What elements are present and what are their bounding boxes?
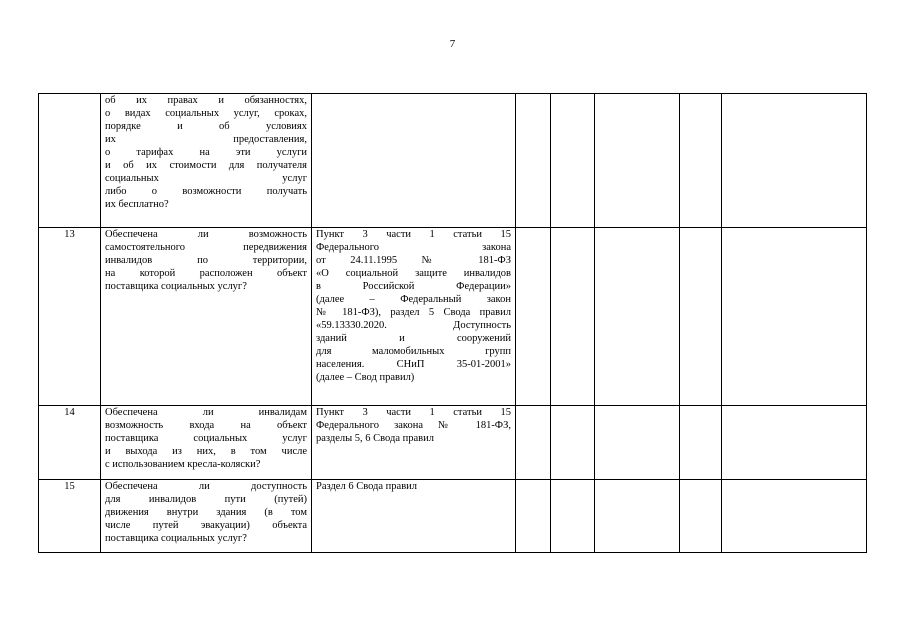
checklist-table: [38, 93, 867, 553]
question-line: либо о возможности получать: [105, 186, 307, 197]
empty-cell: [680, 94, 722, 228]
question-line: социальных услуг: [105, 173, 307, 184]
question-cell: [101, 480, 312, 553]
question-line: числе путей эвакуации) объекта: [105, 520, 307, 531]
reference-line: (далее – Свод правил): [316, 372, 415, 383]
empty-cell: [722, 406, 867, 480]
legal-reference-cell: [312, 480, 516, 553]
empty-cell: [722, 228, 867, 406]
reference-line: от 24.11.1995 № 181-ФЗ: [316, 255, 511, 266]
legal-reference-cell: [312, 94, 516, 228]
table-row: [39, 94, 867, 228]
reference-line: Федерального закона: [316, 242, 511, 253]
reference-line: зданий и сооружений: [316, 333, 511, 344]
empty-cell: [595, 406, 680, 480]
empty-cell: [595, 480, 680, 553]
question-line: об их правах и обязанностях,: [105, 95, 307, 106]
reference-line: Пункт 3 части 1 статьи 15: [316, 407, 511, 418]
row-number-cell: 15: [39, 480, 101, 553]
question-line: о видах социальных услуг, сроках,: [105, 108, 307, 119]
empty-cell: [516, 406, 551, 480]
question-line: их бесплатно?: [105, 199, 169, 210]
question-line: их предоставления,: [105, 134, 307, 145]
page-number: 7: [449, 38, 456, 50]
empty-cell: [595, 94, 680, 228]
row-number-cell: 13: [39, 228, 101, 406]
empty-cell: [722, 94, 867, 228]
question-line: для инвалидов пути (путей): [105, 494, 307, 505]
empty-cell: [516, 228, 551, 406]
table-row: [39, 228, 867, 406]
reference-line: Федерального закона № 181-ФЗ,: [316, 420, 511, 431]
question-line: и выхода из них, в том числе: [105, 446, 307, 457]
question-line: и об их стоимости для получателя: [105, 160, 307, 171]
question-cell: [101, 228, 312, 406]
question-line: поставщика социальных услуг?: [105, 533, 247, 544]
table-row: [39, 406, 867, 480]
reference-line: Раздел 6 Свода правил: [316, 481, 418, 492]
question-line: самостоятельного передвижения: [105, 242, 307, 253]
question-line: на которой расположен объект: [105, 268, 307, 279]
question-line: инвалидов по территории,: [105, 255, 307, 266]
empty-cell: [680, 480, 722, 553]
row-number-cell: [39, 94, 101, 228]
reference-line: Пункт 3 части 1 статьи 15: [316, 229, 511, 240]
question-line: поставщика социальных услуг?: [105, 281, 247, 292]
question-line: Обеспечена ли возможность: [105, 229, 307, 240]
question-line: поставщика социальных услуг: [105, 433, 307, 444]
reference-line: разделы 5, 6 Свода правил: [316, 433, 434, 444]
reference-line: в Российской Федерации»: [316, 281, 511, 292]
reference-line: «59.13330.2020. Доступность: [316, 320, 511, 331]
question-line: Обеспечена ли инвалидам: [105, 407, 307, 418]
empty-cell: [516, 94, 551, 228]
reference-line: «О социальной защите инвалидов: [316, 268, 511, 279]
question-line: с использованием кресла-коляски?: [105, 459, 261, 470]
question-line: порядке и об условиях: [105, 121, 307, 132]
legal-reference-cell: [312, 406, 516, 480]
empty-cell: [722, 480, 867, 553]
empty-cell: [680, 228, 722, 406]
question-line: о тарифах на эти услуги: [105, 147, 307, 158]
legal-reference-cell: [312, 228, 516, 406]
empty-cell: [595, 228, 680, 406]
question-line: возможность входа на объект: [105, 420, 307, 431]
empty-cell: [551, 406, 595, 480]
empty-cell: [551, 480, 595, 553]
reference-line: (далее – Федеральный закон: [316, 294, 511, 305]
reference-line: № 181-ФЗ), раздел 5 Свода правил: [316, 307, 511, 318]
reference-line: населения. СНиП 35-01-2001»: [316, 359, 511, 370]
question-line: движения внутри здания (в том: [105, 507, 307, 518]
empty-cell: [551, 228, 595, 406]
table-row: [39, 480, 867, 553]
empty-cell: [680, 406, 722, 480]
question-cell: [101, 406, 312, 480]
empty-cell: [516, 480, 551, 553]
question-line: Обеспечена ли доступность: [105, 481, 307, 492]
question-cell: [101, 94, 312, 228]
reference-line: для маломобильных групп: [316, 346, 511, 357]
empty-cell: [551, 94, 595, 228]
row-number-cell: 14: [39, 406, 101, 480]
